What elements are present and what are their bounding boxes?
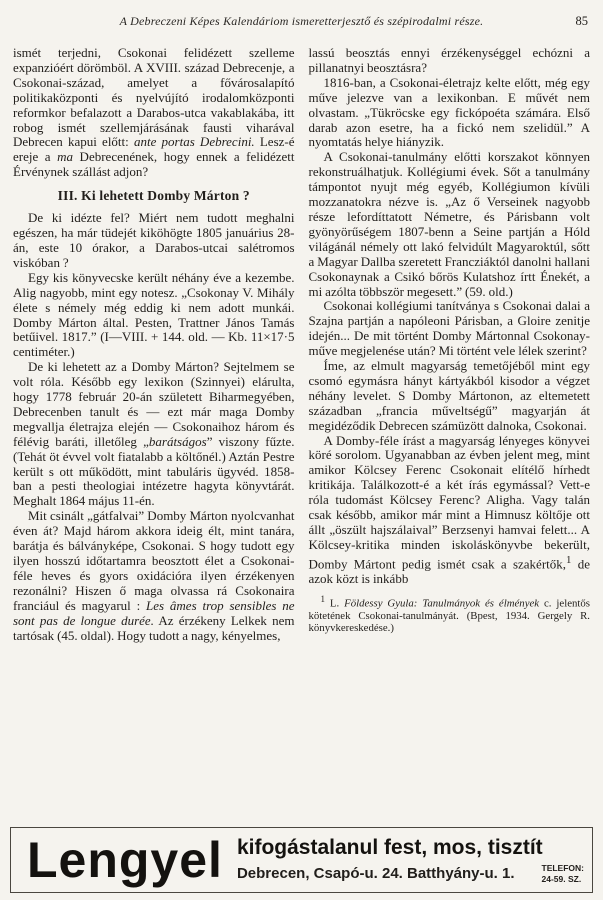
running-title: A Debreczeni Képes Kalendáriom ismeretterjesztő és szépirodalmi része.: [119, 14, 484, 28]
ad-headline: kifogástalanul fest, mos, tisztít: [236, 835, 543, 859]
ad-address-row: [237, 863, 584, 884]
ad-phone: [542, 863, 585, 884]
footnote: $^1$ L. Földessy Gyula: Tanulmányok és élmények c. jelentős kötetének Csokonai-tanulmányát. (Bpest, 1934. Gergely R. könyvkereskedése.): [308, 593, 590, 635]
ad-phone-label: TELEFON:: [541, 862, 584, 873]
paragraph: Íme, az elmult magyarság temetőjéből mint egy csomó egymásra hányt kártyákból kisodor a végzet néhány levelet. S Domby Mártonon, az eltemetett században „francia műveltségű” magyarján át megidéződik Debrecen számüzött dalnoka, Csokonai.: [308, 358, 590, 433]
paragraph: Csokonai kollégiumi tanítványa s Csokonai dalai a Szajna partján a napóleoni Párisban, a Gloire zenitje idején... De mit történt Domby Mártonnal Csokonay-műve megjelenése után? Mi történt vele lélek szerint?: [308, 298, 590, 359]
left-column: [13, 46, 295, 643]
paragraph: A Domby-féle írást a magyarság lényeges könyvei köré sorolom. Ugyanabban az évben jelent meg, mint amikor Kölcsey Ferenc Csokonait elítélő hírhedt kritikája. Találkozott-é a két írás egymással? Vett-e róla tudomást Kölcsey Ferenc? Aligha. Vagy talán csak később, amikor már mint a Himnusz költője ott állt „öszült hajszálaival” Berzsenyi hamvai felett... A Kölcsey-kritika minden iskoláskönyvbe bekerült, Domby Mártont pedig ismét csak a szakértők,$^1$ de azok közt is inkább: [308, 432, 590, 587]
text-columns: [13, 46, 590, 643]
page-number: 85: [575, 14, 588, 28]
paragraph: Egy kis könyvecske került néhány éve a kezembe. Alig nagyobb, mint egy notesz. „Csokonay V. Mihály élete s némely még eddig ki nem adott munkái. Domby Márton által. Pesten, Trattner János Tamás betűivel. 1817.” (I—VIII. + 144. old. — Kb. 11×17·5 centiméter.): [13, 269, 295, 360]
paragraph: 1816-ban, a Csokonai-életrajz kelte előtt, még egy műve jelezve van a lexikonban. E művét nem olvastam. „Tükröcske egy fickópoéta számára. Első darab azon esetre, ha a fickó nem szelidül.” A nyomtatás helye hiányzik.: [308, 74, 590, 150]
ad-phone-number: 24-59. SZ.: [541, 873, 582, 884]
paragraph: ismét terjedni, Csokonai felidézett szelleme expanzióért dörömböl. A XVIII. század Debrecenje, a Csokonai-század, amelyet a fővárosalapító politikaközponti és nyelvújító irodalomközponti reformkor befalazott a Darabos-utca vakablakába, itt robog ismét szellemjárásának fausti viharával Debrecen kapui előtt: ante portas Debrecini. Lesz-é ereje a ma Debrecenének, hogy ennek a felidézett Érvénynek szállást adjon?: [13, 45, 295, 180]
paragraph: Mit csinált „gátfalvai” Domby Márton nyolcvanhat éven át? Majd három akkora ideig élt, mint tanára, barátja és bálványképe, Csokonai. S hogy tudott egy ilyen hosszú időtartamra beosztott élet a Csokonai-féle heves és gyors oxidációra ilyen érzékenyen rezonálni? Hiszen ő maga olvassa rá Csokonaira franciául és magyarul : Les âmes trop sensibles ne sont pas de longue durée. Az érzékeny Lelkek nem tartósak (45. oldal). Hogy tudott a nagy, kényelmes,: [13, 508, 295, 643]
ad-address: Debrecen, Csapó-u. 24. Batthyány-u. 1.: [236, 865, 515, 882]
paragraph: A Csokonai-tanulmány előtti korszakot könnyen rekonstruálhatjuk. Kollégiumi évek. Sőt a tanulmány támpontot nyujt még egyéb, Kollégiumon kívüli mozzanatokra nézve is. „Az ő Verseinek nagyobb része lefordíttatott Németre, és Párisbann volt gyönyörűségem 1807-benn a Seine partján a Hóld világánál némely ott lakó felvidúlt Magyaroktúl, sőtt a Magyar Dallba szeretett Francziáktól danolni hallani Csokonaynak a Csikó bőrös Kulatshoz írtt Énekét, a mi azólta többször megesett.” (59. old.): [308, 149, 590, 299]
right-column: [309, 46, 591, 643]
paragraph: lassú beosztás ennyi érzékenységgel echózni a pillanatnyi beosztásra?: [308, 45, 590, 75]
section-heading: III. Ki lehetett Domby Márton ?: [57, 188, 250, 204]
paragraph: De ki idézte fel? Miért nem tudott meghalni egészen, ha már tüdejét kiköhögte 1805 januárius 28-án, este 10 órakor, a Darabos-utcai salétromos viskóban ?: [13, 210, 295, 270]
advertisement: [10, 827, 593, 893]
ad-brand-name: Lengyel: [27, 832, 223, 888]
ad-text-block: [237, 836, 584, 884]
page-header: [13, 14, 590, 34]
paragraph: De ki lehetett az a Domby Márton? Sejtelmem se volt róla. Később egy lexikon (Szinnyei) elárulta, hogy 1778 február 20-án született Biharmegyében, Debrecenben tanult és — ezt már maga Domby megvallja életrajza elején — Csokonaihoz három és félévig baráti, illetőleg „barátságos” viszony fűzte. (Tehát öt évvel volt fiatalabb a költőnél.) Aztán Pestre került s ott működött, mint tabuláris ügyvéd. 1858-ban a pesti theologiai intézetre hagyta könyvtárát. Meghalt 1864 május 11-én.: [13, 359, 295, 509]
